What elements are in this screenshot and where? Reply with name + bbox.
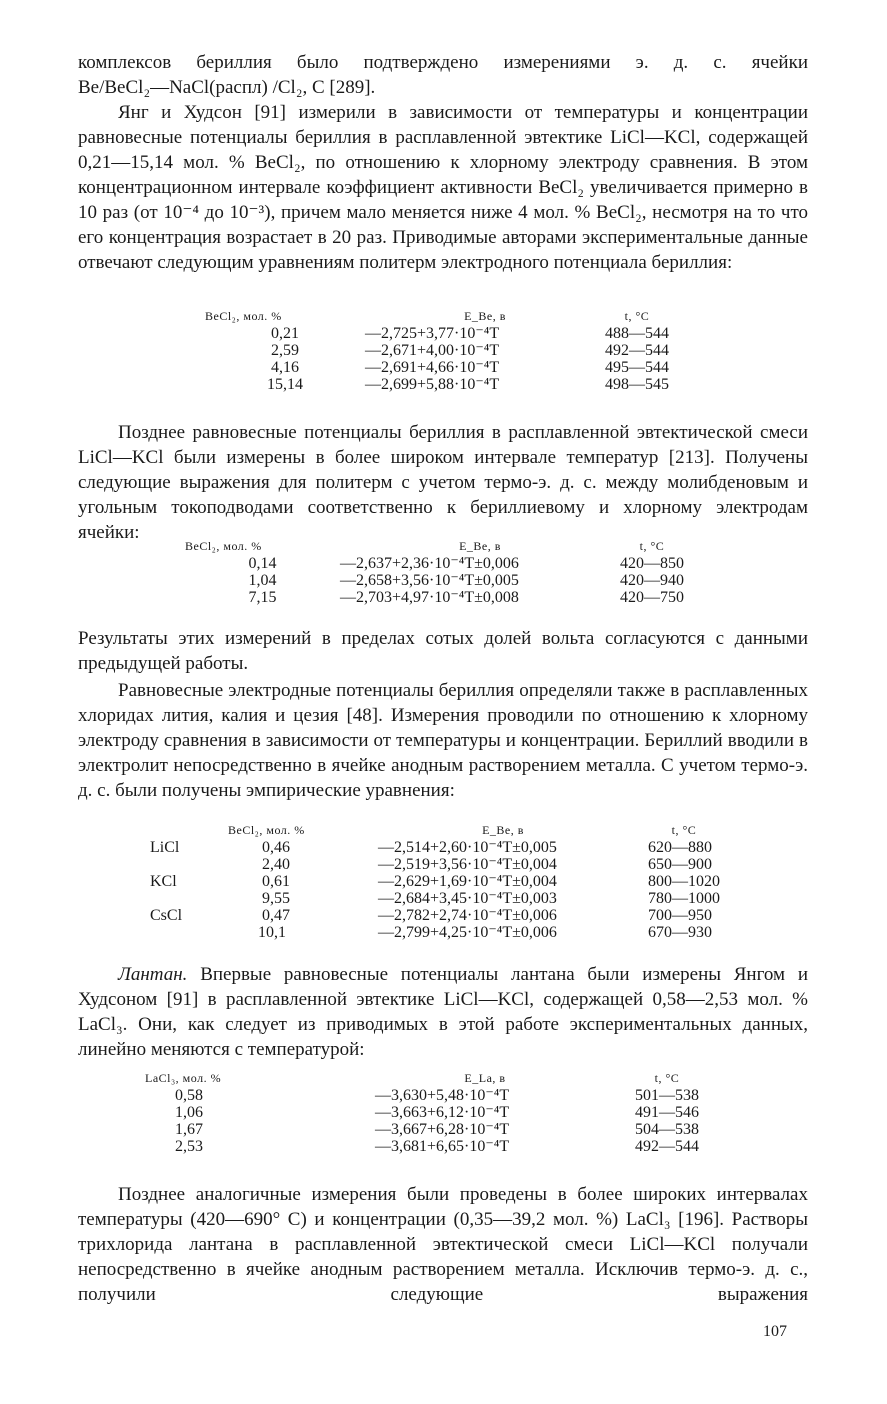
- table-cell: 1,67: [175, 1121, 203, 1138]
- table-cell: [150, 924, 228, 941]
- table-cell: —2,629+1,69·10⁻⁴T±0,004: [378, 873, 557, 890]
- table-cell: 1,06: [175, 1104, 203, 1121]
- paragraph-5-text: Равновесные электродные потенциалы бериллия определяли также в расплавленных хлоридах лития, калия и цезия [48]. Измерения проводили по отношению к хлорному электроду сравнения в зависимости от температуры и концентрации. Бериллий вводили в электролит непосредственно в ячейке анодным растворением металла. С учетом термо-э. д. с. были получены эмпирические уравнения:: [78, 680, 808, 801]
- table-2-header-potential: E_Be, в: [459, 539, 501, 553]
- table-row: [205, 359, 669, 376]
- table-cell: 492—544: [605, 342, 669, 359]
- table-row: [150, 907, 720, 924]
- table-cell: 501—538: [635, 1087, 699, 1104]
- table-cell: 492—544: [635, 1138, 699, 1155]
- table-cell: —3,667+6,28·10⁻⁴T: [375, 1121, 510, 1138]
- table-cell: 4,16: [271, 359, 299, 376]
- table-cell: KCl: [150, 873, 177, 890]
- table-row: [205, 325, 669, 342]
- table-3-header-salt: [150, 822, 228, 839]
- table-4-header-potential: E_La, в: [464, 1071, 506, 1085]
- table-cell: 0,21: [271, 325, 299, 342]
- table-row: [185, 555, 684, 572]
- table-cell: 0,14: [248, 555, 277, 572]
- paragraph-4-text: Результаты этих измерений в пределах сотых долей вольта согласуются с данными предыдущей работы.: [78, 628, 808, 674]
- table-4-header-conc: LaCl₃, мол. %: [145, 1071, 222, 1085]
- table-3-header-temp: t, °C: [671, 823, 697, 837]
- paragraph-1-line-2: Be/BeCl₂—NaCl(распл) /Cl₂, C [289].: [78, 77, 376, 98]
- table-cell: 9,55: [262, 890, 290, 907]
- table-cell: 15,14: [267, 376, 303, 393]
- table-cell: 0,61: [262, 873, 290, 890]
- table-cell: 420—940: [620, 572, 684, 589]
- table-cell: 0,58: [175, 1087, 203, 1104]
- table-cell: 420—750: [620, 589, 684, 606]
- table-4-header-temp: t, °C: [654, 1071, 680, 1085]
- table-3-header-conc: BeCl₂, мол. %: [228, 823, 305, 837]
- table-1-header-conc: BeCl₂, мол. %: [205, 309, 282, 323]
- table-1-header-temp: t, °C: [624, 309, 650, 323]
- table-row: [150, 839, 720, 856]
- table-cell: —2,671+4,00·10⁻⁴T: [365, 342, 500, 359]
- table-cell: 488—544: [605, 325, 669, 342]
- paragraph-2-text: Янг и Худсон [91] измерили в зависимости от температуры и концентрации равновесные потенциалы бериллия в расплавленной эвтектике LiCl—KCl, содержащей 0,21—15,14 мол. % BeCl₂, по отношению к хлорному электроду сравнения. В этом концентрационном интервале коэффициент активности BeCl₂ увеличивается примерно в 10 раз (от 10⁻⁴ до 10⁻³), причем мало меняется ниже 4 мол. % BeCl₂, несмотря на то что его концентрация возрастает в 20 раз. Приводимые авторами экспериментальные данные отвечают следующим уравнениям политерм электродного потенциала бериллия:: [78, 102, 808, 273]
- table-cell: —2,725+3,77·10⁻⁴T: [365, 325, 500, 342]
- paragraph-3-text: Позднее равновесные потенциалы бериллия в расплавленной эвтектической смеси LiCl—KCl были измерены в более широком интервале температур [213]. Получены следующие выражения для политерм с учетом термо-э. д. с. между молибденовым и угольным токоподводами соответственно к бериллиевому и хлорному электродам ячейки:: [78, 422, 808, 543]
- paragraph-6: [78, 962, 808, 1062]
- table-cell: —2,514+2,60·10⁻⁴T±0,005: [378, 839, 557, 856]
- table-beryllium-1: [205, 308, 669, 393]
- table-cell: 491—546: [635, 1104, 699, 1121]
- paragraph-6-lead: Лантан.: [118, 964, 188, 985]
- table-cell: [150, 890, 228, 907]
- table-cell: 700—950: [648, 907, 712, 924]
- paragraph-1: [78, 50, 808, 100]
- table-cell: 0,46: [262, 839, 290, 856]
- table-cell: —2,799+4,25·10⁻⁴T±0,006: [378, 924, 557, 941]
- table-cell: —2,519+3,56·10⁻⁴T±0,004: [378, 856, 557, 873]
- table-cell: 800—1020: [648, 873, 720, 890]
- paragraph-7: [78, 1182, 808, 1307]
- table-cell: 650—900: [648, 856, 712, 873]
- table-cell: —2,699+5,88·10⁻⁴T: [365, 376, 500, 393]
- paragraph-7-text: Позднее аналогичные измерения были проведены в более широких интервалах температуры (420—690° C) и концентрации (0,35—39,2 мол. %) LaCl₃ [196]. Растворы трихлорида лантана в расплавленной эвтектической смеси LiCl—KCl получали непосредственно в ячейке анодным растворением металла. Исключив термо-э. д. с., получили следующие выражения: [78, 1184, 808, 1305]
- table-row: [150, 873, 720, 890]
- table-cell: —2,782+2,74·10⁻⁴T±0,006: [378, 907, 557, 924]
- table-cell: 2,59: [271, 342, 299, 359]
- table-cell: —2,658+3,56·10⁻⁴T±0,005: [340, 572, 519, 589]
- table-cell: 620—880: [648, 839, 712, 856]
- table-row: [205, 376, 669, 393]
- table-cell: 10,1: [258, 924, 286, 941]
- table-row: [145, 1104, 699, 1121]
- table-cell: 2,40: [262, 856, 290, 873]
- table-cell: —3,630+5,48·10⁻⁴T: [375, 1087, 510, 1104]
- table-lanthanum: [145, 1070, 699, 1155]
- table-cell: —3,663+6,12·10⁻⁴T: [375, 1104, 510, 1121]
- table-2-header-temp: t, °C: [639, 539, 665, 553]
- table-row: [205, 342, 669, 359]
- paragraph-6-text: [78, 962, 808, 1062]
- table-cell: 2,53: [175, 1138, 203, 1155]
- paragraph-4: [78, 626, 808, 676]
- table-cell: 780—1000: [648, 890, 720, 907]
- table-cell: —2,684+3,45·10⁻⁴T±0,003: [378, 890, 557, 907]
- table-row: [145, 1138, 699, 1155]
- table-row: [145, 1121, 699, 1138]
- table-row: [185, 572, 684, 589]
- table-cell: 1,04: [248, 572, 277, 589]
- table-cell: —3,681+6,65·10⁻⁴T: [375, 1138, 510, 1155]
- table-cell: —2,691+4,66·10⁻⁴T: [365, 359, 500, 376]
- table-2-header-conc: BeCl₂, мол. %: [185, 539, 262, 553]
- paragraph-5: [78, 678, 808, 803]
- table-cell: 420—850: [620, 555, 684, 572]
- paragraph-2: [78, 100, 808, 275]
- page-number: 107: [763, 1323, 787, 1340]
- paragraph-1-line-1: комплексов бериллия было подтверждено измерениями э. д. с. ячейки: [78, 52, 808, 73]
- paragraph-3: [78, 420, 808, 545]
- table-cell: 0,47: [262, 907, 290, 924]
- table-cell: 495—544: [605, 359, 669, 376]
- table-row: [150, 924, 720, 941]
- table-beryllium-2: [185, 538, 684, 606]
- table-row: [150, 890, 720, 907]
- table-cell: CsCl: [150, 907, 183, 924]
- table-3-header-potential: E_Be, в: [482, 823, 524, 837]
- table-cell: 504—538: [635, 1121, 699, 1138]
- table-row: [185, 589, 684, 606]
- table-cell: LiCl: [150, 839, 180, 856]
- table-cell: 7,15: [248, 589, 277, 606]
- table-cell: [150, 856, 228, 873]
- table-cell: 670—930: [648, 924, 712, 941]
- table-cell: —2,703+4,97·10⁻⁴T±0,008: [340, 589, 519, 606]
- paragraph-6-body: Впервые равновесные потенциалы лантана были измерены Янгом и Худсоном [91] в расплавленной эвтектике LiCl—KCl, содержащей 0,58—2,53 мол. % LaCl₃. Они, как следует из приводимых в этой работе экспериментальных данных, линейно меняются с температурой:: [78, 964, 808, 1060]
- table-cell: —2,637+2,36·10⁻⁴T±0,006: [340, 555, 519, 572]
- table-row: [150, 856, 720, 873]
- table-row: [145, 1087, 699, 1104]
- table-1-header-potential: E_Be, в: [464, 309, 506, 323]
- table-beryllium-3: [150, 822, 720, 941]
- table-cell: 498—545: [605, 376, 669, 393]
